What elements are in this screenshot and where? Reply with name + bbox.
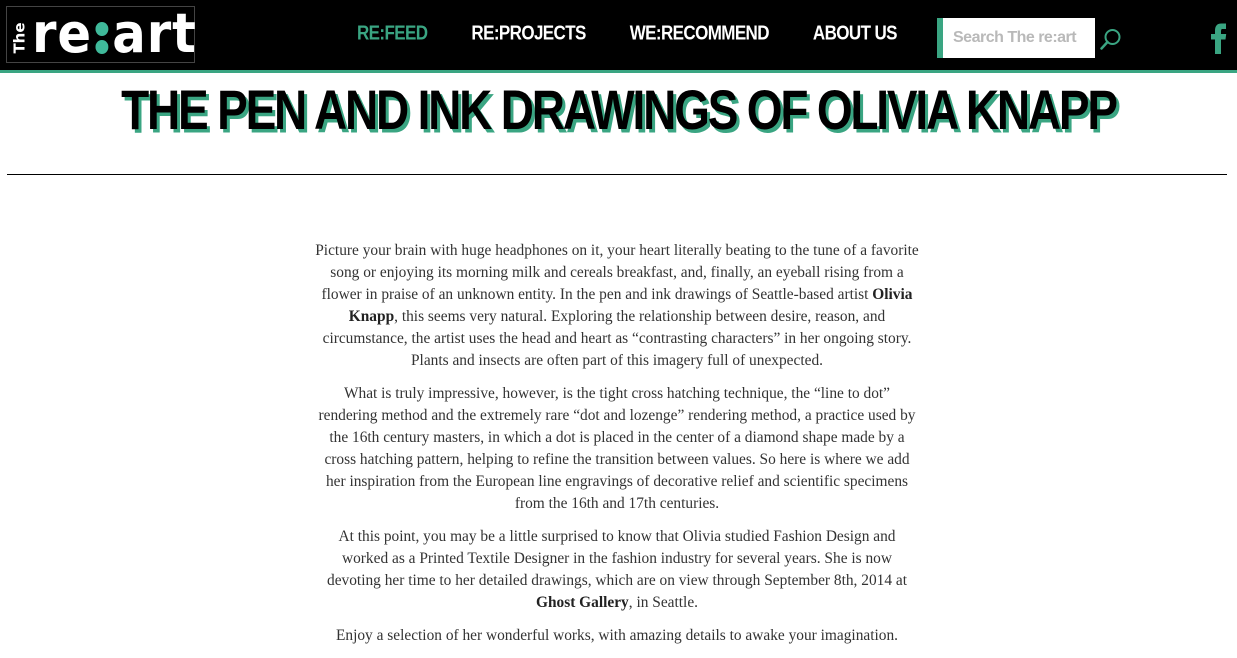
paragraph-text: , this seems very natural. Exploring the relationship between desire, reason, and circumstance, the artist uses the head and heart as “contrasting characters” in her ongoing story. Plants and insects are often part of this imagery full of unexpected. (322, 308, 912, 369)
paragraph-text: , in Seattle. (628, 594, 698, 611)
artist-name: Olivia Knapp (348, 286, 913, 325)
article-body (314, 240, 920, 658)
search-box (937, 18, 1095, 58)
title-divider (7, 174, 1227, 175)
gallery-name: Ghost Gallery (535, 594, 629, 611)
site-logo[interactable] (6, 2, 197, 65)
search-input[interactable] (943, 18, 1095, 58)
nav-item-about-us[interactable]: ABOUT US (812, 21, 897, 45)
article-paragraph: Enjoy a selection of her wonderful works, with amazing details to awake your imagination. (335, 627, 899, 644)
main-nav (357, 21, 897, 50)
paragraph-text: At this point, you may be a little surprised to know that Olivia studied Fashion Design and worked as a Printed Textile Designer in the fashion industry for several years. She is now devoting her time to her detailed drawings, which are on view through September 8th, 2014 at (327, 528, 907, 589)
logo-colon-dots (92, 14, 112, 54)
logo-prefix: The (10, 22, 29, 54)
logo-word-left: re (32, 2, 93, 65)
search-icon[interactable] (1100, 28, 1122, 50)
article-paragraph: What is truly impressive, however, is the tight cross hatching technique, the “line to dot” rendering method and the extremely rare “dot and lozenge” rendering method, a practice used by the 16th century masters, in which a dot is placed in the center of a diamond shape made by a cross hatching pattern, helping to refine the transition between values. So here is where we add her inspiration from the European line engravings of decorative relief and scientific specimens from the 16th and 17th centuries. (318, 385, 916, 512)
facebook-icon[interactable] (1210, 23, 1228, 55)
article-paragraph (314, 240, 920, 372)
article-paragraph (314, 526, 920, 614)
logo-wordmark (32, 0, 197, 69)
nav-item-reprojects[interactable]: RE:PROJECTS (471, 21, 586, 45)
logo-word-right: art (112, 2, 197, 65)
nav-item-werecommend[interactable]: WE:RECOMMEND (629, 21, 769, 45)
paragraph-text: Picture your brain with huge headphones on it, your heart literally beating to the tune of a favorite song or enjoying its morning milk and cereals breakfast, and, finally, an eyeball rising from a flower in praise of an unknown entity. In the pen and ink drawings of Seattle-based artist (315, 242, 919, 303)
site-header (0, 0, 1237, 73)
nav-item-refeed[interactable]: RE:FEED (357, 21, 428, 45)
article-title: THE PEN AND INK DRAWINGS OF OLIVIA KNAPP (121, 78, 1116, 141)
